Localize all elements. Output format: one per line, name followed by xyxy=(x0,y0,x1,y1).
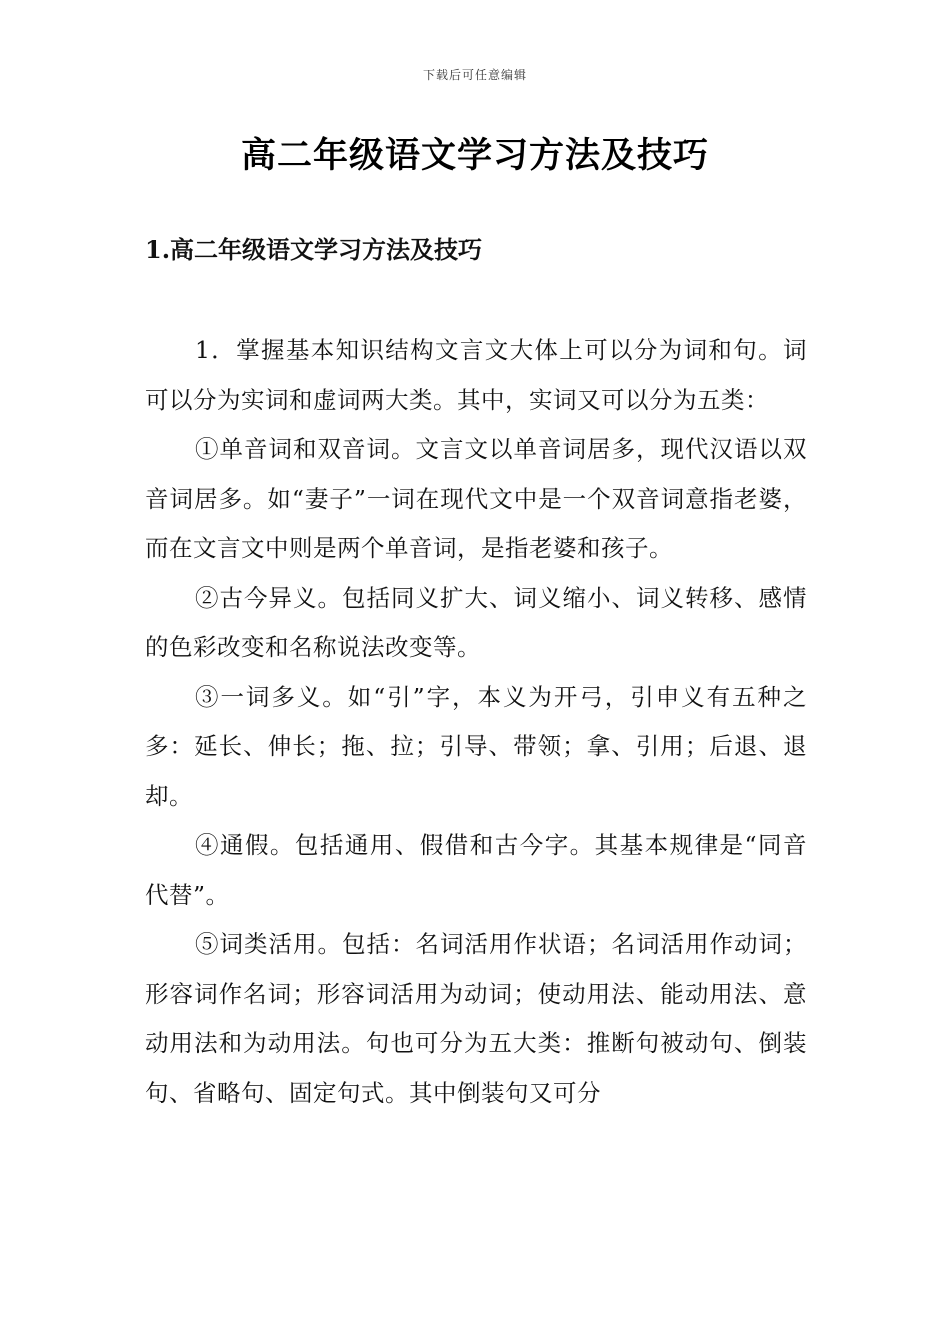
paragraph-word-class-flexibility: ⑤词类活用。包括：名词活用作状语；名词活用作动词；形容词作名词；形容词活用为动词；使动用法、能动用法、意动用法和为动用法。句也可分为五大类：推断句被动句、倒装句、省略句、固定句式。其中倒装句又可分 xyxy=(145,930,807,1107)
paragraph-intro: 1．掌握基本知识结构文言文大体上可以分为词和句。词可以分为实词和虚词两大类。其中，实词又可以分为五类： xyxy=(145,336,807,414)
paragraph-interchangeable-characters: ④通假。包括通用、假借和古今字。其基本规律是“同音代替”。 xyxy=(145,831,807,909)
header-note: 下载后可任意编辑 xyxy=(422,68,527,82)
paragraph-polysemy: ③一词多义。如“引”字，本义为开弓，引申义有五种之多：延长、伸长；拖、拉；引导、带领；拿、引用；后退、退却。 xyxy=(145,682,807,810)
body-text xyxy=(145,326,807,1118)
paragraph-single-double-words: ①单音词和双音词。文言文以单音词居多，现代汉语以双音词居多。如“妻子”一词在现代文中是一个双音词意指老婆，而在文言文中则是两个单音词，是指老婆和孩子。 xyxy=(145,435,807,562)
section-heading: 1.高二年级语文学习方法及技巧 xyxy=(145,235,483,264)
paragraph-ancient-modern-meaning: ②古今异义。包括同义扩大、词义缩小、词义转移、感情的色彩改变和名称说法改变等。 xyxy=(145,583,807,661)
document-title: 高二年级语文学习方法及技巧 xyxy=(240,135,709,176)
